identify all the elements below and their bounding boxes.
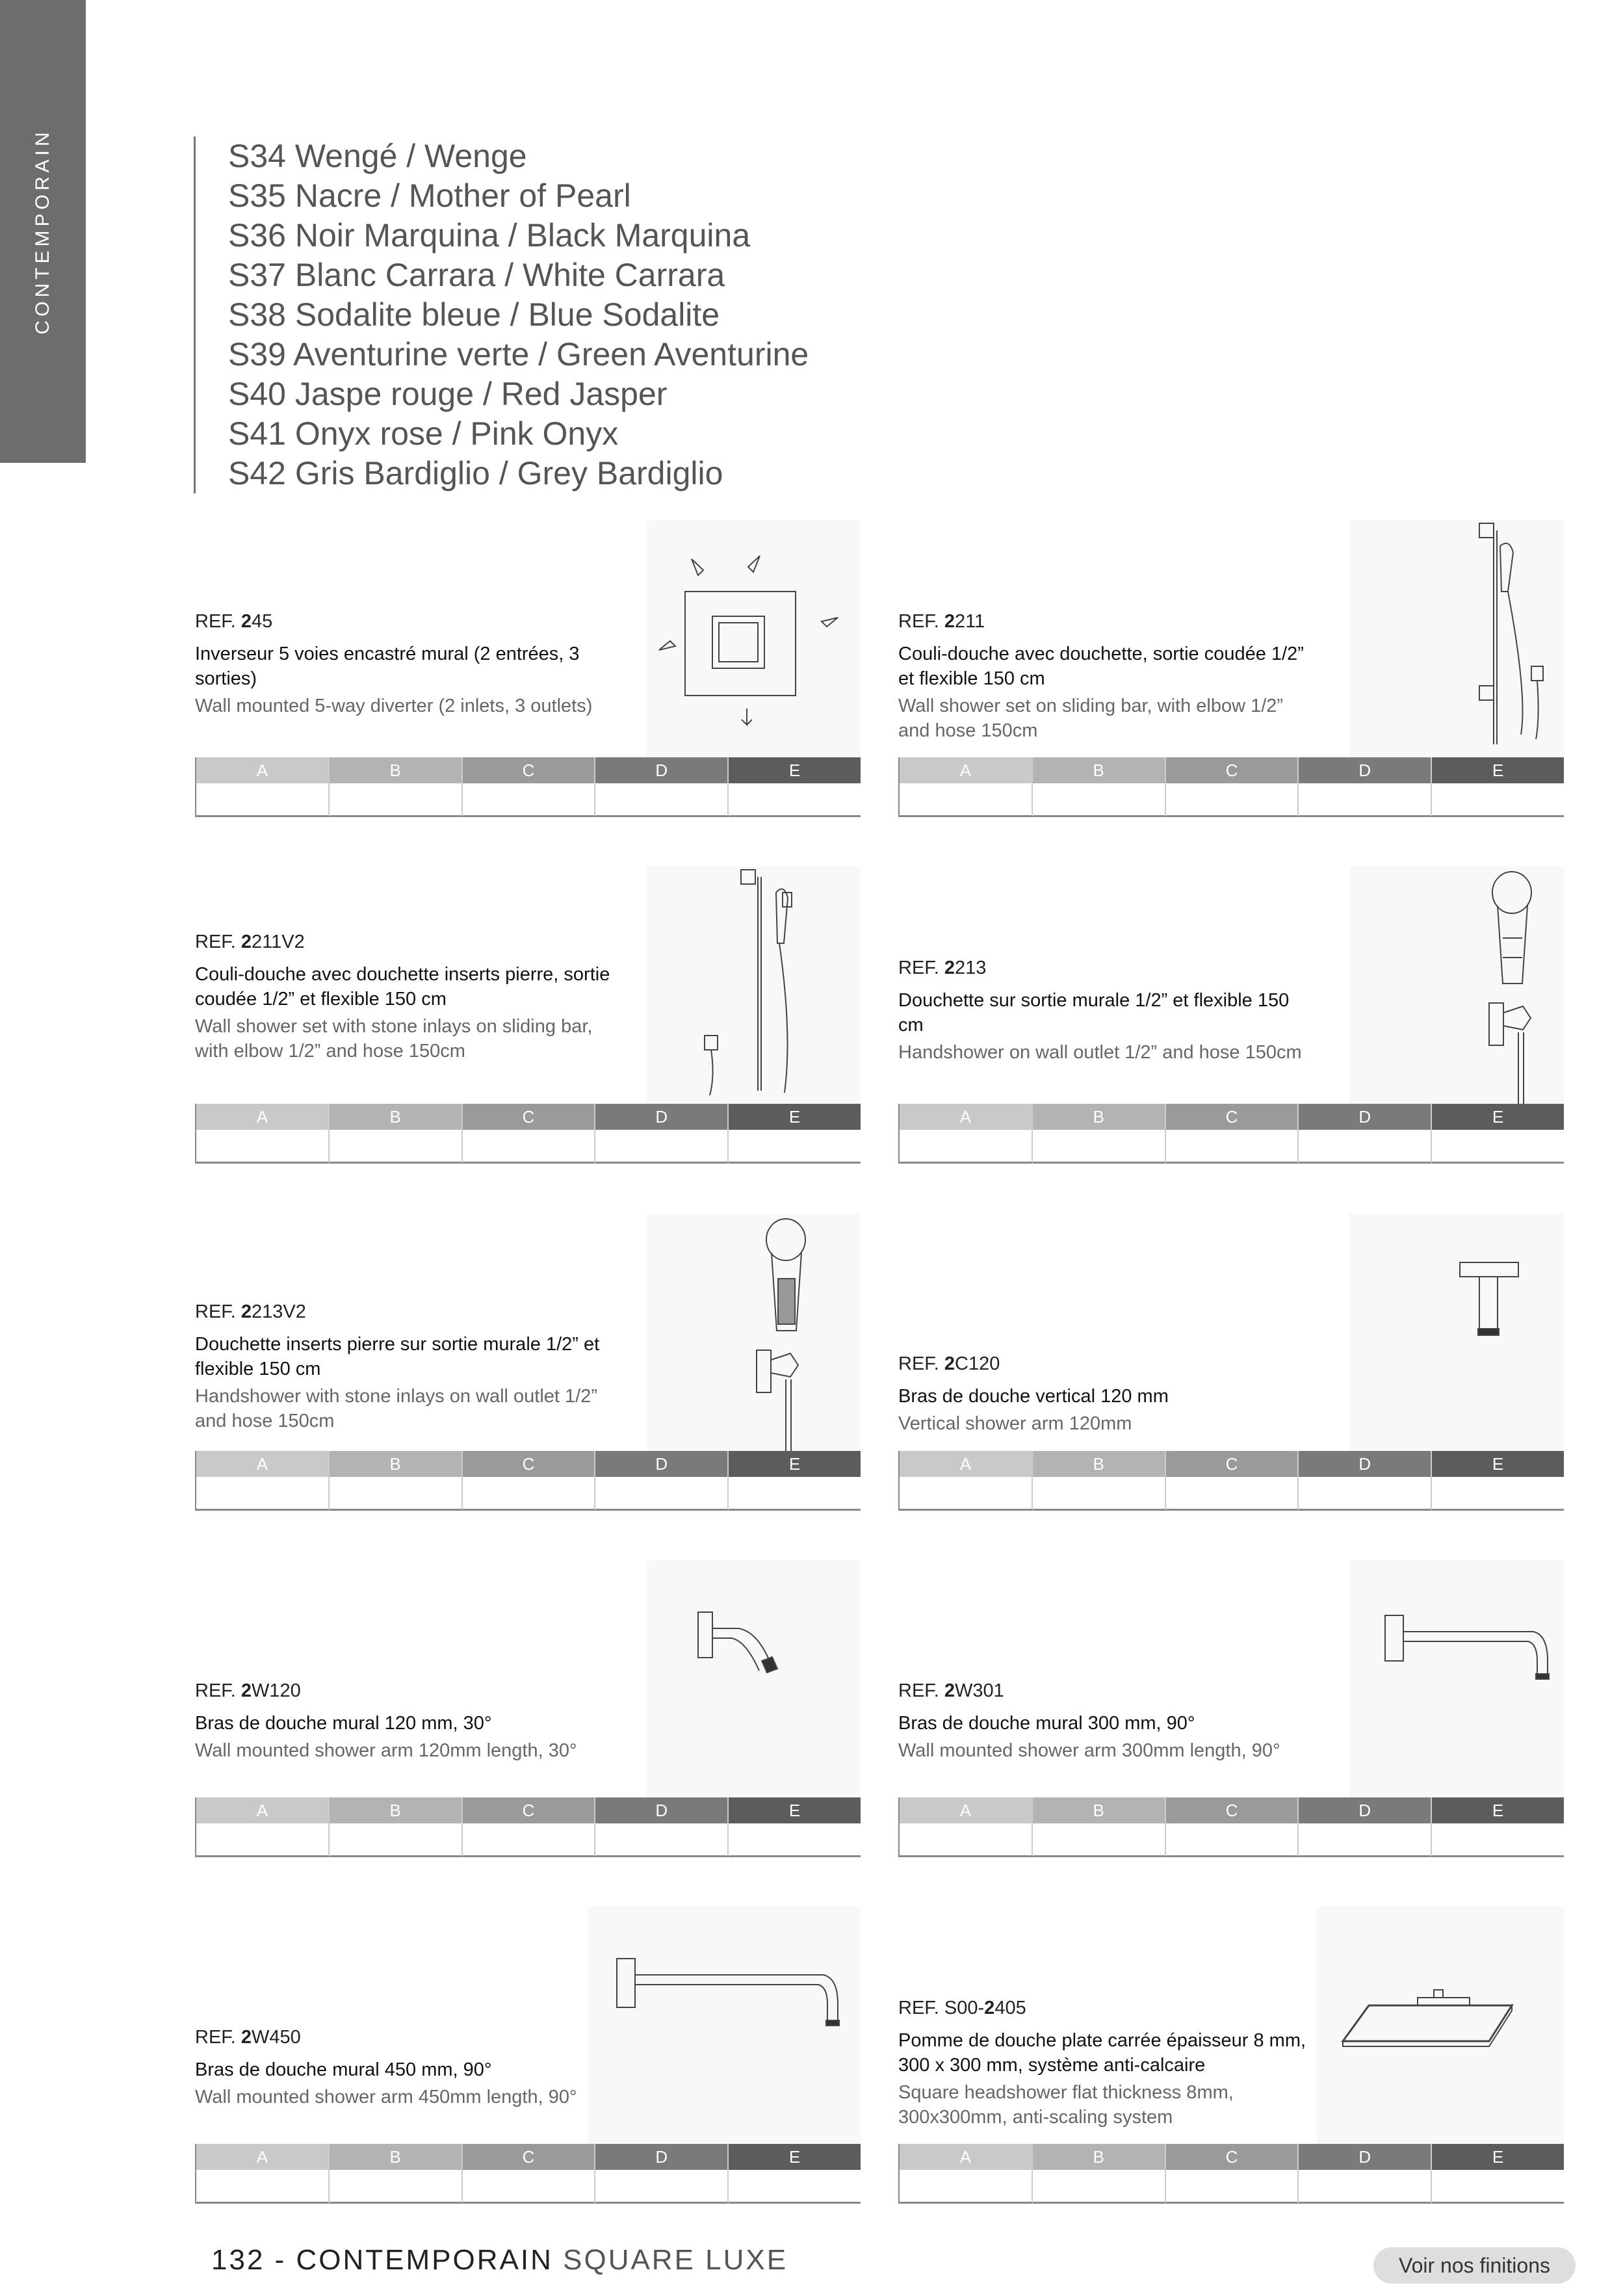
product-text xyxy=(898,958,1314,1065)
code-cell xyxy=(463,1477,595,1509)
product-desc-en: Vertical shower arm 120mm xyxy=(898,1413,1132,1434)
code-header: E xyxy=(729,1451,861,1477)
finish-item: S38 Sodalite bleue / Blue Sodalite xyxy=(228,296,720,333)
wall-arm-short-icon xyxy=(646,1560,861,1801)
code-cell xyxy=(729,1823,861,1855)
code-header: E xyxy=(729,1797,861,1823)
product-text xyxy=(195,1301,611,1433)
handshower-icon xyxy=(646,1214,861,1454)
code-header: A xyxy=(900,757,1032,783)
footer-collection: CONTEMPORAIN xyxy=(296,2244,553,2276)
code-header: D xyxy=(1299,1104,1431,1130)
finish-code-table xyxy=(195,757,861,817)
code-header: D xyxy=(595,2144,727,2170)
footer-separator: - xyxy=(265,2244,296,2276)
vertical-arm-icon xyxy=(1349,1214,1564,1454)
product-desc-fr: Douchette inserts pierre sur sortie murale 1/2” et flexible 150 cm xyxy=(195,1334,600,1379)
code-header: B xyxy=(330,1451,461,1477)
code-cell xyxy=(196,1130,328,1162)
code-header: C xyxy=(1166,757,1298,783)
product-ref: REF. 245 xyxy=(195,611,273,632)
code-header: E xyxy=(729,757,861,783)
code-header: A xyxy=(196,2144,328,2170)
code-cell xyxy=(1033,2170,1165,2202)
product-text xyxy=(898,1353,1314,1436)
code-cell xyxy=(463,783,595,815)
code-cell xyxy=(330,1823,461,1855)
code-cell xyxy=(330,1130,461,1162)
product-desc-fr: Couli-douche avec douchette, sortie coudée 1/2” et flexible 150 cm xyxy=(898,644,1304,689)
code-cell xyxy=(330,2170,461,2202)
product-card xyxy=(898,1560,1564,1820)
code-cell xyxy=(900,1130,1032,1162)
code-cell xyxy=(196,1823,328,1855)
code-cell xyxy=(729,2170,861,2202)
side-tab xyxy=(0,0,86,463)
code-cell xyxy=(1432,1823,1564,1855)
product-desc-fr: Inverseur 5 voies encastré mural (2 entrées, 3 sorties) xyxy=(195,644,580,689)
code-header: B xyxy=(330,1797,461,1823)
product-card xyxy=(898,1214,1564,1474)
product-text xyxy=(195,932,611,1063)
code-cell xyxy=(463,1130,595,1162)
page-number: 132 xyxy=(211,2244,265,2276)
product-desc-en: Wall mounted shower arm 300mm length, 90° xyxy=(898,1740,1280,1761)
product-desc-en: Wall mounted shower arm 120mm length, 30° xyxy=(195,1740,577,1761)
product-card xyxy=(195,1907,861,2167)
finish-code-table xyxy=(898,1451,1564,1511)
product-desc-fr: Bras de douche vertical 120 mm xyxy=(898,1386,1169,1407)
finish-code-table xyxy=(195,2144,861,2204)
finish-code-table xyxy=(195,1797,861,1857)
product-desc-fr: Pomme de douche plate carrée épaisseur 8 mm, 300 x 300 mm, système anti-calcaire xyxy=(898,2030,1306,2076)
code-cell xyxy=(196,1477,328,1509)
product-text xyxy=(195,2027,611,2109)
code-cell xyxy=(595,1130,727,1162)
product-ref: REF. S00-2405 xyxy=(898,1998,1026,2018)
code-cell xyxy=(1299,2170,1431,2202)
code-cell xyxy=(900,2170,1032,2202)
finish-code-table xyxy=(898,1797,1564,1857)
code-cell xyxy=(1432,783,1564,815)
code-cell xyxy=(729,1477,861,1509)
code-header: D xyxy=(1299,2144,1431,2170)
code-header: E xyxy=(729,2144,861,2170)
product-text xyxy=(195,611,611,718)
code-cell xyxy=(1432,1130,1564,1162)
code-cell xyxy=(1432,2170,1564,2202)
code-header: E xyxy=(1432,2144,1564,2170)
code-cell xyxy=(1166,2170,1298,2202)
product-card xyxy=(195,520,861,780)
code-header: D xyxy=(595,757,727,783)
finish-item: S37 Blanc Carrara / White Carrara xyxy=(228,257,725,293)
product-desc-fr: Douchette sur sortie murale 1/2” et flexible 150 cm xyxy=(898,990,1290,1036)
product-card xyxy=(898,1907,1564,2167)
code-cell xyxy=(196,2170,328,2202)
voir-finitions-button[interactable]: Voir nos finitions xyxy=(1373,2247,1576,2284)
code-cell xyxy=(900,783,1032,815)
code-cell xyxy=(1166,1130,1298,1162)
code-cell xyxy=(1033,1823,1165,1855)
handshower-icon xyxy=(1349,867,1564,1107)
code-header: E xyxy=(1432,1797,1564,1823)
sliding-bar-shower-icon xyxy=(1349,520,1564,761)
code-header: A xyxy=(900,1797,1032,1823)
product-card xyxy=(898,867,1564,1127)
product-card xyxy=(195,867,861,1127)
finish-code-table xyxy=(898,2144,1564,2204)
code-cell xyxy=(1033,1477,1165,1509)
code-cell xyxy=(900,1823,1032,1855)
finish-code-table xyxy=(195,1104,861,1164)
product-ref: REF. 2213 xyxy=(898,958,987,978)
product-ref: REF. 2213V2 xyxy=(195,1301,306,1322)
product-text xyxy=(195,1680,611,1763)
product-desc-fr: Bras de douche mural 300 mm, 90° xyxy=(898,1713,1195,1734)
finish-item: S42 Gris Bardiglio / Grey Bardiglio xyxy=(228,455,723,491)
product-card xyxy=(195,1560,861,1820)
product-text xyxy=(898,1680,1314,1763)
code-cell xyxy=(1166,1823,1298,1855)
code-cell xyxy=(1033,783,1165,815)
code-cell xyxy=(196,783,328,815)
code-header: C xyxy=(463,1797,595,1823)
code-cell xyxy=(1299,783,1431,815)
code-header: D xyxy=(595,1797,727,1823)
code-header: E xyxy=(1432,1451,1564,1477)
product-desc-en: Handshower on wall outlet 1/2” and hose 150cm xyxy=(898,1042,1302,1063)
code-header: D xyxy=(1299,1451,1431,1477)
finishes-list xyxy=(194,137,809,493)
finish-code-table xyxy=(195,1451,861,1511)
code-header: C xyxy=(1166,1104,1298,1130)
code-header: B xyxy=(1033,1451,1165,1477)
code-header: C xyxy=(463,1104,595,1130)
product-text xyxy=(898,611,1314,743)
product-desc-en: Wall mounted shower arm 450mm length, 90° xyxy=(195,2087,577,2107)
code-cell xyxy=(463,2170,595,2202)
code-cell xyxy=(595,2170,727,2202)
code-cell xyxy=(1166,783,1298,815)
code-header: E xyxy=(729,1104,861,1130)
code-header: D xyxy=(1299,1797,1431,1823)
code-header: C xyxy=(463,2144,595,2170)
product-desc-en: Wall shower set with stone inlays on sliding bar, with elbow 1/2” and hose 150cm xyxy=(195,1016,593,1062)
code-cell xyxy=(1299,1823,1431,1855)
product-desc-en: Square headshower flat thickness 8mm, 300x300mm, anti-scaling system xyxy=(898,2082,1234,2128)
code-header: E xyxy=(1432,757,1564,783)
code-header: C xyxy=(1166,1797,1298,1823)
code-header: C xyxy=(1166,1451,1298,1477)
code-header: D xyxy=(1299,757,1431,783)
code-header: A xyxy=(196,1104,328,1130)
code-header: B xyxy=(330,757,461,783)
code-header: C xyxy=(463,757,595,783)
code-header: A xyxy=(900,1104,1032,1130)
sliding-bar-shower-icon xyxy=(646,867,861,1107)
finish-item: S39 Aventurine verte / Green Aventurine xyxy=(228,336,809,372)
code-header: B xyxy=(1033,1797,1165,1823)
code-cell xyxy=(330,1477,461,1509)
product-desc-fr: Bras de douche mural 120 mm, 30° xyxy=(195,1713,492,1734)
product-card xyxy=(898,520,1564,780)
code-cell xyxy=(595,1823,727,1855)
finish-code-table xyxy=(898,1104,1564,1164)
code-header: E xyxy=(1432,1104,1564,1130)
diverter-icon xyxy=(646,520,861,761)
code-cell xyxy=(1033,1130,1165,1162)
code-header: A xyxy=(196,1451,328,1477)
code-cell xyxy=(729,1130,861,1162)
code-header: C xyxy=(463,1451,595,1477)
product-ref: REF. 2211V2 xyxy=(195,932,305,952)
product-desc-en: Wall mounted 5-way diverter (2 inlets, 3 outlets) xyxy=(195,696,593,716)
product-text xyxy=(898,1998,1314,2130)
finish-item: S36 Noir Marquina / Black Marquina xyxy=(228,217,751,254)
finish-item: S34 Wengé / Wenge xyxy=(228,138,527,174)
code-cell xyxy=(595,783,727,815)
code-cell xyxy=(1166,1477,1298,1509)
product-ref: REF. 2W450 xyxy=(195,2027,301,2048)
code-cell xyxy=(463,1823,595,1855)
wall-arm-medium-icon xyxy=(1349,1560,1564,1801)
product-desc-en: Wall shower set on sliding bar, with elbow 1/2” and hose 150cm xyxy=(898,696,1284,741)
product-ref: REF. 2C120 xyxy=(898,1353,1000,1374)
product-desc-fr: Couli-douche avec douchette inserts pierre, sortie coudée 1/2” et flexible 150 cm xyxy=(195,964,610,1010)
code-cell xyxy=(1299,1477,1431,1509)
square-headshower-icon xyxy=(1317,1907,1564,2147)
code-header: A xyxy=(900,1451,1032,1477)
code-header: B xyxy=(1033,757,1165,783)
code-cell xyxy=(900,1477,1032,1509)
product-desc-fr: Bras de douche mural 450 mm, 90° xyxy=(195,2059,492,2080)
code-cell xyxy=(595,1477,727,1509)
code-cell xyxy=(330,783,461,815)
code-cell xyxy=(1432,1477,1564,1509)
product-desc-en: Handshower with stone inlays on wall outlet 1/2” and hose 150cm xyxy=(195,1386,597,1431)
code-cell xyxy=(729,783,861,815)
code-cell xyxy=(1299,1130,1431,1162)
code-header: B xyxy=(330,2144,461,2170)
code-header: B xyxy=(330,1104,461,1130)
code-header: C xyxy=(1166,2144,1298,2170)
wall-arm-long-icon xyxy=(588,1907,861,2147)
code-header: B xyxy=(1033,1104,1165,1130)
product-ref: REF. 2211 xyxy=(898,611,985,632)
side-tab-label: CONTEMPORAIN xyxy=(32,128,53,335)
product-ref: REF. 2W120 xyxy=(195,1680,301,1701)
code-header: D xyxy=(595,1451,727,1477)
product-card xyxy=(195,1214,861,1474)
finish-code-table xyxy=(898,757,1564,817)
product-ref: REF. 2W301 xyxy=(898,1680,1004,1701)
code-header: A xyxy=(196,757,328,783)
footer-range: SQUARE LUXE xyxy=(552,2244,788,2276)
page-footer xyxy=(211,2244,788,2276)
finish-item: S41 Onyx rose / Pink Onyx xyxy=(228,415,619,452)
finish-item: S40 Jaspe rouge / Red Jasper xyxy=(228,376,668,412)
code-header: A xyxy=(900,2144,1032,2170)
code-header: A xyxy=(196,1797,328,1823)
code-header: D xyxy=(595,1104,727,1130)
code-header: B xyxy=(1033,2144,1165,2170)
finish-item: S35 Nacre / Mother of Pearl xyxy=(228,177,631,214)
